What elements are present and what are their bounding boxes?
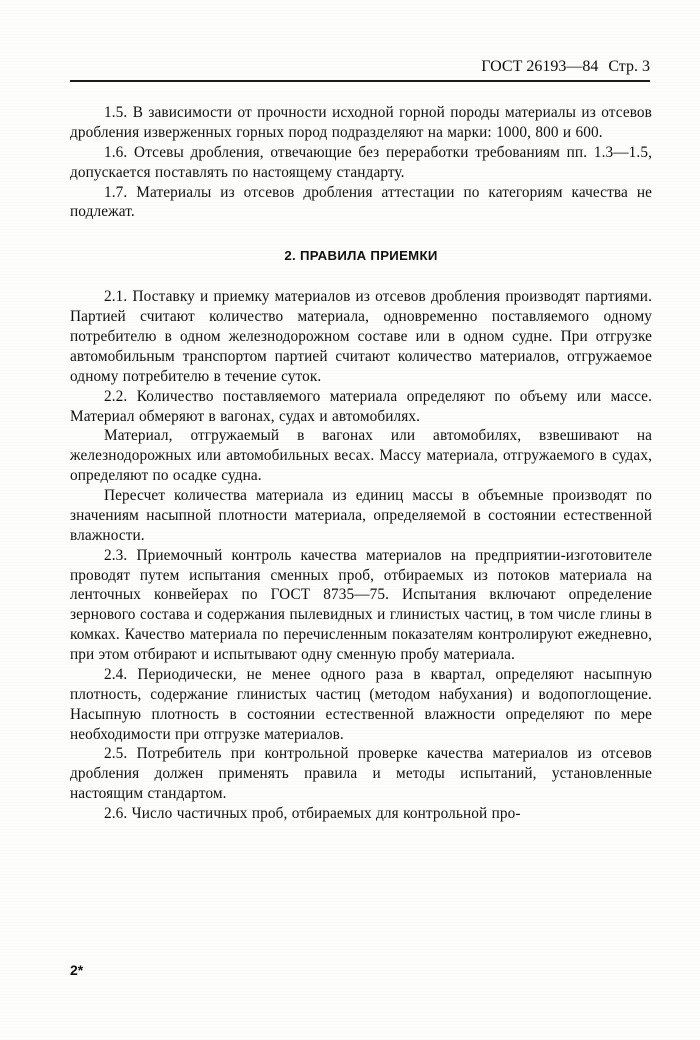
standard-number: ГОСТ 26193—84 xyxy=(481,58,599,75)
paragraph-2-2: 2.2. Количество поставляемого материала определяют по объему или массе. Материал обмеряют в вагонах, судах и автомобилях. xyxy=(70,387,652,425)
paragraph-2-2-continuation-1: Материал, отгружаемый в вагонах или автомобилях, взвешивают на железнодорожных или автомобильных весах. Массу материала, отгружаемого в судах, определяют по осадке судна. xyxy=(70,427,652,485)
paragraph-1-7: 1.7. Материалы из отсевов дробления аттестации по категориям качества не подлежат. xyxy=(70,183,652,221)
paragraph-2-3: 2.3. Приемочный контроль качества материалов на предприятии-изготовителе проводят путем испытания сменных проб, отбираемых из потоков материала на ленточных конвейерах по ГОСТ 8735—75. Испытания включают определение зернового состава и содержания пылевидных и глинистых частиц, в том числе глины в комках. Качество материала по перечисленным показателям контролируют ежедневно, при этом отбирают и испытывают одну сменную пробу материала. xyxy=(70,546,652,663)
page-number: Стр. 3 xyxy=(608,58,650,75)
paragraph-2-1: 2.1. Поставку и приемку материалов из отсевов дробления производят партиями. Партией считают количество материала, одновременно поставляемого одному потребителю в одном железнодорожном составе или в одном судне. При отгрузке автомобильным транспортом партией считают количество материалов, отгружаемое одному потребителю в течение суток. xyxy=(70,288,652,385)
paragraph-2-2-continuation-2: Пересчет количества материала из единиц массы в объемные производят по значениям насыпной плотности материала, определяемой в состоянии естественной влажности. xyxy=(70,487,652,544)
section-heading-2: 2. ПРАВИЛА ПРИЕМКИ xyxy=(284,248,438,264)
paragraph-1-6: 1.6. Отсевы дробления, отвечающие без переработки требованиям пп. 1.3—1.5, допускается поставлять по настоящему стандарту. xyxy=(70,143,652,181)
paragraph-2-5: 2.5. Потребитель при контрольной проверке качества материалов из отсевов дробления должен применять правила и методы испытаний, установленные настоящим стандартом. xyxy=(70,745,652,803)
paragraph-2-4: 2.4. Периодически, не менее одного раза в квартал, определяют насыпную плотность, содержание глинистых частиц (методом набухания) и водопоглощение. Насыпную плотность в состоянии естественной влажности определяют по мере необходимости при отгрузке материалов. xyxy=(70,665,652,743)
paragraph-1-5: 1.5. В зависимости от прочности исходной горной породы материалы из отсевов дробления изверженных горных пород подразделяют на марки: 1000, 800 и 600. xyxy=(70,104,652,141)
document-body xyxy=(70,103,652,824)
spacer-after-section-title xyxy=(70,263,652,287)
footer-signature-mark: 2* xyxy=(70,962,84,978)
header-divider xyxy=(70,80,650,82)
page-header xyxy=(70,58,650,76)
paragraph-2-6: 2.6. Число частичных проб, отбираемых для контрольной про- xyxy=(104,805,521,822)
spacer-before-section-title xyxy=(70,222,652,248)
